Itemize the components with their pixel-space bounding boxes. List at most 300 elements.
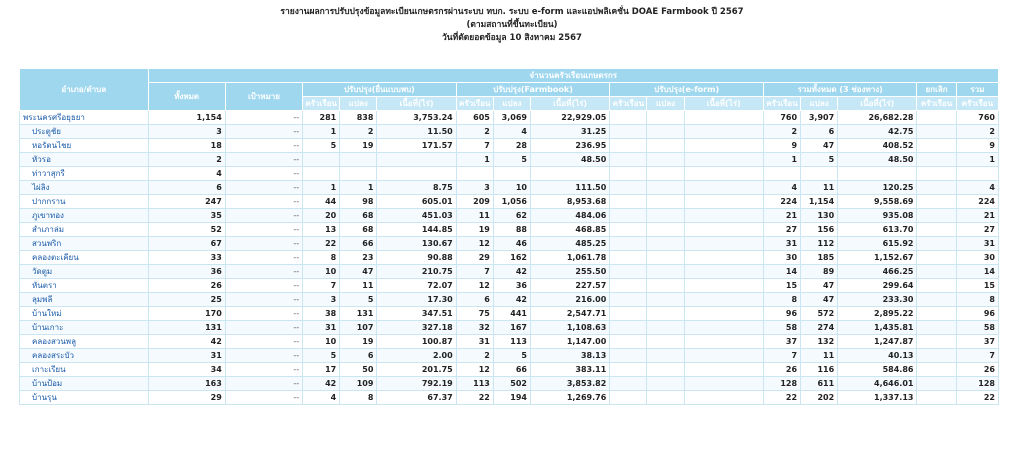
cell-target: -- [225, 209, 302, 223]
cell-h2: 7 [456, 265, 493, 279]
cell-h4: 37 [763, 335, 800, 349]
cell-h4: 96 [763, 307, 800, 321]
cell-p1: 131 [340, 307, 377, 321]
cell-h4: 224 [763, 195, 800, 209]
report-cutoff-date: วันที่ตัดยอดข้อมูล 10 สิงหาคม 2567 [442, 33, 582, 43]
cell-a1: 72.07 [377, 279, 456, 293]
cell-p2: 36 [493, 279, 530, 293]
cell-a3 [684, 251, 763, 265]
cell-a1: 327.18 [377, 321, 456, 335]
cell-sum: 21 [956, 209, 998, 223]
table-row [20, 377, 999, 391]
cell-p1: 11 [340, 279, 377, 293]
cell-h1: 17 [303, 363, 340, 377]
cell-target: -- [225, 195, 302, 209]
cell-p2: 42 [493, 265, 530, 279]
cell-cancel [917, 167, 956, 181]
cell-total: 1,154 [148, 111, 225, 125]
district-link[interactable]: คลองสระบัว [20, 349, 149, 363]
cell-total: 163 [148, 377, 225, 391]
cell-p2: 46 [493, 237, 530, 251]
cell-h2: 3 [456, 181, 493, 195]
cell-cancel [917, 349, 956, 363]
cell-cancel [917, 279, 956, 293]
cell-a2: 468.85 [530, 223, 609, 237]
cell-h4: 1 [763, 153, 800, 167]
table-row [20, 265, 999, 279]
cell-p4: 185 [801, 251, 838, 265]
cell-cancel [917, 223, 956, 237]
cell-a2: 484.06 [530, 209, 609, 223]
cell-p4: 1,154 [801, 195, 838, 209]
table-row [20, 391, 999, 405]
cell-p4 [801, 167, 838, 181]
cell-p2 [493, 167, 530, 181]
cell-sum: 7 [956, 349, 998, 363]
district-link[interactable]: คลองสวนพลู [20, 335, 149, 349]
cell-target: -- [225, 181, 302, 195]
district-link[interactable]: คลองตะเคียน [20, 251, 149, 265]
cell-h4: 26 [763, 363, 800, 377]
cell-a2: 31.25 [530, 125, 609, 139]
cell-p1: 98 [340, 195, 377, 209]
cell-h2: 2 [456, 349, 493, 363]
report-table [19, 68, 999, 405]
cell-a1: 67.37 [377, 391, 456, 405]
cell-h4: 4 [763, 181, 800, 195]
cell-a2: 48.50 [530, 153, 609, 167]
cell-h4: 7 [763, 349, 800, 363]
cell-a3 [684, 237, 763, 251]
col-household: ครัวเรือน [456, 97, 493, 111]
cell-h4: 15 [763, 279, 800, 293]
cell-total: 247 [148, 195, 225, 209]
cell-a2: 1,269.76 [530, 391, 609, 405]
col-area: เนื้อที่(ไร่) [377, 97, 456, 111]
cell-sum: 27 [956, 223, 998, 237]
cell-a4: 613.70 [838, 223, 917, 237]
cell-a1: 605.01 [377, 195, 456, 209]
district-link[interactable]: พระนครศรีอยุธยา [20, 111, 149, 125]
cell-total: 2 [148, 153, 225, 167]
cell-h3 [610, 279, 647, 293]
cell-h2: 11 [456, 209, 493, 223]
cell-h3 [610, 153, 647, 167]
district-link[interactable]: บ้านป้อม [20, 377, 149, 391]
col-group-all-channels: รวมทั้งหมด (3 ช่องทาง) [763, 83, 917, 97]
cell-h1: 3 [303, 293, 340, 307]
cell-p1: 50 [340, 363, 377, 377]
cell-h4: 2 [763, 125, 800, 139]
col-area: เนื้อที่(ไร่) [684, 97, 763, 111]
cell-p1: 6 [340, 349, 377, 363]
cell-p4: 6 [801, 125, 838, 139]
cell-h3 [610, 265, 647, 279]
cell-a4: 48.50 [838, 153, 917, 167]
cell-a2: 3,853.82 [530, 377, 609, 391]
cell-sum: 14 [956, 265, 998, 279]
cell-p4: 3,907 [801, 111, 838, 125]
district-link[interactable]: ไผ่ลิง [20, 181, 149, 195]
cell-sum: 22 [956, 391, 998, 405]
cell-h4 [763, 167, 800, 181]
cell-h2: 113 [456, 377, 493, 391]
cell-h1: 10 [303, 335, 340, 349]
cell-p1: 66 [340, 237, 377, 251]
cell-sum: 2 [956, 125, 998, 139]
cell-h4: 21 [763, 209, 800, 223]
cell-p3 [647, 335, 684, 349]
cell-h1: 42 [303, 377, 340, 391]
col-target: เป้าหมาย [225, 83, 302, 111]
cell-sum: 58 [956, 321, 998, 335]
cell-h2: 22 [456, 391, 493, 405]
cell-sum: 9 [956, 139, 998, 153]
table-row [20, 307, 999, 321]
cell-p3 [647, 111, 684, 125]
cell-a1: 8.75 [377, 181, 456, 195]
cell-cancel [917, 335, 956, 349]
cell-target: -- [225, 223, 302, 237]
cell-target: -- [225, 335, 302, 349]
cell-p2: 66 [493, 363, 530, 377]
table-row [20, 363, 999, 377]
cell-h1: 13 [303, 223, 340, 237]
cell-cancel [917, 153, 956, 167]
cell-a1: 347.51 [377, 307, 456, 321]
cell-p3 [647, 223, 684, 237]
cell-h3 [610, 111, 647, 125]
cell-h1: 44 [303, 195, 340, 209]
cell-target: -- [225, 139, 302, 153]
col-area: เนื้อที่(ไร่) [838, 97, 917, 111]
cell-a2: 2,547.71 [530, 307, 609, 321]
cell-a2: 383.11 [530, 363, 609, 377]
cell-p1: 23 [340, 251, 377, 265]
cell-cancel [917, 111, 956, 125]
table-row [20, 321, 999, 335]
table-row [20, 279, 999, 293]
district-link[interactable]: ประตูชัย [20, 125, 149, 139]
cell-a3 [684, 377, 763, 391]
cell-a4: 9,558.69 [838, 195, 917, 209]
col-group-eform: ปรับปรุง(e-form) [610, 83, 764, 97]
district-link[interactable]: สวนพริก [20, 237, 149, 251]
cell-total: 4 [148, 167, 225, 181]
cell-h1: 7 [303, 279, 340, 293]
cell-p2: 88 [493, 223, 530, 237]
cell-sum: 96 [956, 307, 998, 321]
cell-p3 [647, 125, 684, 139]
cell-a3 [684, 321, 763, 335]
cell-h2: 1 [456, 153, 493, 167]
cell-sum: 4 [956, 181, 998, 195]
cell-a2: 236.95 [530, 139, 609, 153]
cell-p1 [340, 167, 377, 181]
report-title-block [0, 0, 1024, 45]
cell-p2: 10 [493, 181, 530, 195]
district-link[interactable]: หันตรา [20, 279, 149, 293]
cell-p3 [647, 321, 684, 335]
cell-total: 35 [148, 209, 225, 223]
cell-h2: 6 [456, 293, 493, 307]
district-link[interactable]: บ้านรุน [20, 391, 149, 405]
cell-a1: 451.03 [377, 209, 456, 223]
cell-h3 [610, 181, 647, 195]
district-link[interactable]: บ้านเกาะ [20, 321, 149, 335]
cell-total: 34 [148, 363, 225, 377]
cell-h2: 209 [456, 195, 493, 209]
cell-h1 [303, 167, 340, 181]
cell-h4: 30 [763, 251, 800, 265]
cell-h1: 8 [303, 251, 340, 265]
cell-a3 [684, 349, 763, 363]
cell-a1: 792.19 [377, 377, 456, 391]
col-total: ทั้งหมด [148, 83, 225, 111]
cell-cancel [917, 321, 956, 335]
cell-h1: 5 [303, 139, 340, 153]
cell-a4: 1,247.87 [838, 335, 917, 349]
cell-p4: 47 [801, 279, 838, 293]
cell-sum: 26 [956, 363, 998, 377]
cell-h2: 29 [456, 251, 493, 265]
cell-p4: 132 [801, 335, 838, 349]
cell-h3 [610, 167, 647, 181]
cell-h1: 38 [303, 307, 340, 321]
cell-a1: 201.75 [377, 363, 456, 377]
col-cancel: ยกเลิก [917, 83, 956, 97]
cell-a3 [684, 125, 763, 139]
cell-cancel [917, 237, 956, 251]
cell-total: 36 [148, 265, 225, 279]
cell-p2: 62 [493, 209, 530, 223]
cell-h2: 75 [456, 307, 493, 321]
cell-cancel [917, 251, 956, 265]
cell-a4: 1,337.13 [838, 391, 917, 405]
cell-a4: 2,895.22 [838, 307, 917, 321]
cell-total: 18 [148, 139, 225, 153]
cell-p3 [647, 349, 684, 363]
cell-p2: 4 [493, 125, 530, 139]
col-household: ครัวเรือน [956, 97, 998, 111]
cell-cancel [917, 391, 956, 405]
col-household: ครัวเรือน [303, 97, 340, 111]
cell-cancel [917, 125, 956, 139]
cell-sum: 224 [956, 195, 998, 209]
cell-p4: 274 [801, 321, 838, 335]
cell-a2: 1,061.78 [530, 251, 609, 265]
cell-p1: 68 [340, 209, 377, 223]
cell-target: -- [225, 125, 302, 139]
cell-p2: 3,069 [493, 111, 530, 125]
cell-p3 [647, 237, 684, 251]
cell-p4: 156 [801, 223, 838, 237]
col-plot: แปลง [340, 97, 377, 111]
cell-a2 [530, 167, 609, 181]
cell-h2: 12 [456, 237, 493, 251]
cell-a3 [684, 223, 763, 237]
table-row [20, 293, 999, 307]
cell-target: -- [225, 321, 302, 335]
cell-p1: 107 [340, 321, 377, 335]
cell-total: 42 [148, 335, 225, 349]
col-household: ครัวเรือน [763, 97, 800, 111]
cell-a1: 210.75 [377, 265, 456, 279]
cell-h3 [610, 363, 647, 377]
cell-total: 52 [148, 223, 225, 237]
col-group-households: จำนวนครัวเรือนเกษตรกร [148, 69, 998, 83]
cell-sum: 8 [956, 293, 998, 307]
table-row [20, 195, 999, 209]
cell-h3 [610, 209, 647, 223]
cell-h2: 605 [456, 111, 493, 125]
cell-h3 [610, 251, 647, 265]
report-table-body [20, 111, 999, 405]
cell-a4: 26,682.28 [838, 111, 917, 125]
report-subtitle: (ตามสถานที่ขึ้นทะเบียน) [466, 20, 558, 30]
cell-a4: 615.92 [838, 237, 917, 251]
cell-h1: 20 [303, 209, 340, 223]
cell-a4: 120.25 [838, 181, 917, 195]
table-row [20, 223, 999, 237]
cell-total: 25 [148, 293, 225, 307]
cell-p4: 116 [801, 363, 838, 377]
district-link[interactable]: เกาะเรียน [20, 363, 149, 377]
cell-a1: 11.50 [377, 125, 456, 139]
district-link[interactable]: หอรัตนไชย [20, 139, 149, 153]
cell-h2 [456, 167, 493, 181]
cell-h4: 31 [763, 237, 800, 251]
cell-p4: 202 [801, 391, 838, 405]
cell-sum: 760 [956, 111, 998, 125]
cell-p1: 1 [340, 181, 377, 195]
cell-h3 [610, 195, 647, 209]
col-household: ครัวเรือน [610, 97, 647, 111]
cell-target: -- [225, 363, 302, 377]
table-row [20, 181, 999, 195]
cell-a2: 111.50 [530, 181, 609, 195]
cell-a1: 171.57 [377, 139, 456, 153]
col-plot: แปลง [801, 97, 838, 111]
cell-h1: 22 [303, 237, 340, 251]
cell-p2: 502 [493, 377, 530, 391]
cell-a3 [684, 139, 763, 153]
cell-h4: 22 [763, 391, 800, 405]
cell-a4: 4,646.01 [838, 377, 917, 391]
cell-p2: 441 [493, 307, 530, 321]
col-group-walkin: ปรับปรุง(ยื่นแบบพบ) [303, 83, 457, 97]
cell-target: -- [225, 167, 302, 181]
cell-a1: 17.30 [377, 293, 456, 307]
district-link[interactable]: หัวรอ [20, 153, 149, 167]
cell-h2: 31 [456, 335, 493, 349]
cell-h3 [610, 377, 647, 391]
cell-target: -- [225, 307, 302, 321]
cell-a1 [377, 167, 456, 181]
cell-p2: 162 [493, 251, 530, 265]
cell-p4: 11 [801, 181, 838, 195]
cell-a4: 1,152.67 [838, 251, 917, 265]
cell-a3 [684, 391, 763, 405]
cell-p3 [647, 209, 684, 223]
cell-a4: 584.86 [838, 363, 917, 377]
district-link[interactable]: บ้านใหม่ [20, 307, 149, 321]
cell-p1: 838 [340, 111, 377, 125]
cell-p2: 1,056 [493, 195, 530, 209]
cell-p4: 89 [801, 265, 838, 279]
district-link[interactable]: ปากกราน [20, 195, 149, 209]
table-row [20, 335, 999, 349]
cell-cancel [917, 209, 956, 223]
cell-a4: 40.13 [838, 349, 917, 363]
table-row [20, 139, 999, 153]
cell-p1 [340, 153, 377, 167]
district-link[interactable]: วัดตูม [20, 265, 149, 279]
cell-sum [956, 167, 998, 181]
cell-a2: 1,147.00 [530, 335, 609, 349]
table-row [20, 111, 999, 125]
cell-p4: 11 [801, 349, 838, 363]
col-plot: แปลง [493, 97, 530, 111]
cell-h3 [610, 223, 647, 237]
cell-a3 [684, 307, 763, 321]
cell-cancel [917, 363, 956, 377]
col-group-farmbook: ปรับปรุง(Farmbook) [456, 83, 610, 97]
cell-target: -- [225, 237, 302, 251]
cell-p4: 5 [801, 153, 838, 167]
cell-a4: 408.52 [838, 139, 917, 153]
cell-sum: 128 [956, 377, 998, 391]
cell-a4: 299.64 [838, 279, 917, 293]
cell-a3 [684, 111, 763, 125]
cell-target: -- [225, 265, 302, 279]
cell-h2: 2 [456, 125, 493, 139]
cell-h2: 32 [456, 321, 493, 335]
district-link[interactable]: ท่าวาสุกรี [20, 167, 149, 181]
cell-total: 29 [148, 391, 225, 405]
cell-a2: 216.00 [530, 293, 609, 307]
cell-total: 131 [148, 321, 225, 335]
cell-target: -- [225, 391, 302, 405]
cell-a1: 3,753.24 [377, 111, 456, 125]
cell-a1: 90.88 [377, 251, 456, 265]
cell-p1: 19 [340, 139, 377, 153]
cell-h1: 5 [303, 349, 340, 363]
district-link[interactable]: ลุมพลี [20, 293, 149, 307]
cell-target: -- [225, 293, 302, 307]
cell-h3 [610, 307, 647, 321]
cell-p1: 68 [340, 223, 377, 237]
district-link[interactable]: สำเภาล่ม [20, 223, 149, 237]
cell-a2: 227.57 [530, 279, 609, 293]
cell-a4: 42.75 [838, 125, 917, 139]
col-plot: แปลง [647, 97, 684, 111]
cell-h3 [610, 349, 647, 363]
cell-h1: 10 [303, 265, 340, 279]
cell-a3 [684, 265, 763, 279]
cell-target: -- [225, 349, 302, 363]
district-link[interactable]: ภูเขาทอง [20, 209, 149, 223]
cell-h1: 1 [303, 125, 340, 139]
cell-p1: 2 [340, 125, 377, 139]
cell-p3 [647, 293, 684, 307]
cell-p3 [647, 377, 684, 391]
cell-target: -- [225, 377, 302, 391]
cell-p2: 113 [493, 335, 530, 349]
cell-sum: 15 [956, 279, 998, 293]
cell-a3 [684, 335, 763, 349]
cell-a1: 130.67 [377, 237, 456, 251]
